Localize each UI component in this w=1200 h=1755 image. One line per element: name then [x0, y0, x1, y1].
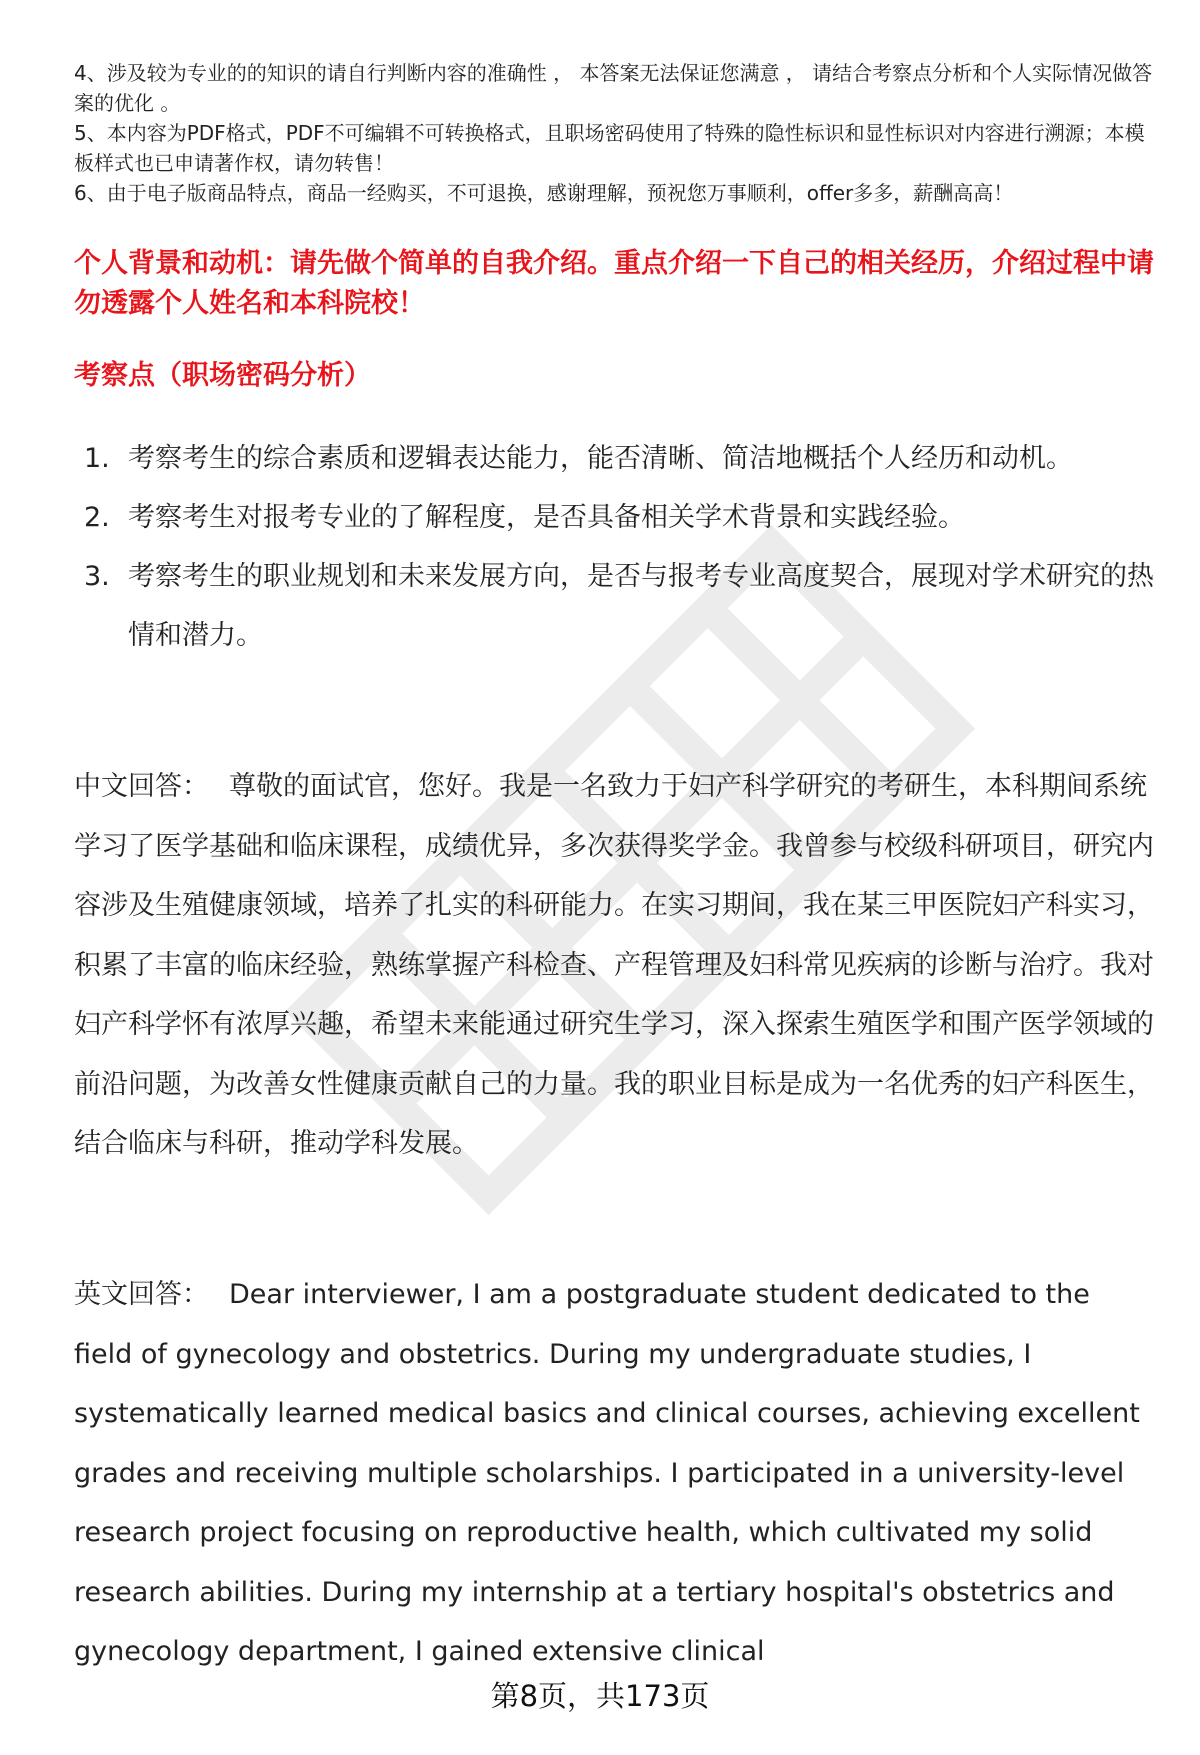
answer-english	[74, 1265, 1154, 1682]
list-item	[74, 547, 1154, 665]
list-item	[74, 488, 1154, 547]
list-item-number: 3.	[84, 561, 110, 592]
answer-english-text: Dear interviewer, I am a postgraduate student dedicated to the field of gynecology and obstetrics. During my undergraduate studies, I systematically learned medical basics and clinical courses, achieving excellent grades and receiving multiple scholarships. I participated in a university-level research project focusing on reproductive health, which cultivated my solid research abilities. During my internship at a tertiary hospital's obstetrics and gynecology department, I gained extensive clinical	[74, 1279, 1140, 1667]
page-number: 第8页，共173页	[490, 1679, 710, 1713]
note-item: 4、涉及较为专业的的知识的请自行判断内容的准确性 ， 本答案无法保证您满意 ， 请结合考察点分析和个人实际情况做答案的优化 。	[74, 61, 1153, 115]
list-item-text: 考察考生的综合素质和逻辑表达能力，能否清晰、简洁地概括个人经历和动机。	[128, 443, 1073, 474]
points-list	[74, 429, 1154, 665]
answer-chinese-text: 尊敬的面试官，您好。我是一名致力于妇产科学研究的考研生，本科期间系统学习了医学基础和临床课程，成绩优异，多次获得奖学金。我曾参与校级科研项目，研究内容涉及生殖健康领域，培养了扎实的科研能力。在实习期间，我在某三甲医院妇产科实习，积累了丰富的临床经验，熟练掌握产科检查、产程管理及妇科常见疾病的诊断与治疗。我对妇产科学怀有浓厚兴趣，希望未来能通过研究生学习，深入探索生殖医学和围产医学领域的前沿问题，为改善女性健康贡献自己的力量。我的职业目标是成为一名优秀的妇产科医生，结合临床与科研，推动学科发展。	[74, 771, 1154, 1159]
list-item-number: 2.	[84, 502, 110, 533]
answer-chinese	[74, 757, 1154, 1174]
note-item: 5、本内容为PDF格式，PDF不可编辑不可转换格式，且职场密码使用了特殊的隐性标识和显性标识对内容进行溯源；本模板样式也已申请著作权，请勿转售！	[74, 121, 1145, 175]
list-item	[74, 429, 1154, 488]
note-item: 6、由于电子版商品特点，商品一经购买，不可退换，感谢理解，预祝您万事顺利，offer多多，薪酬高高！	[74, 181, 1014, 205]
notes-section	[74, 58, 1164, 208]
list-item-text: 考察考生对报考专业的了解程度，是否具备相关学术背景和实践经验。	[128, 502, 965, 533]
list-item-number: 1.	[84, 443, 110, 474]
answer-english-label: 英文回答：	[74, 1279, 209, 1310]
answer-chinese-label: 中文回答：	[74, 771, 209, 802]
question-heading: 个人背景和动机：请先做个简单的自我介绍。重点介绍一下自己的相关经历，介绍过程中请勿透露个人姓名和本科院校！	[74, 248, 1154, 319]
list-item-text: 考察考生的职业规划和未来发展方向，是否与报考专业高度契合，展现对学术研究的热情和潜力。	[128, 561, 1154, 651]
points-heading: 考察点（职场密码分析）	[74, 360, 371, 391]
